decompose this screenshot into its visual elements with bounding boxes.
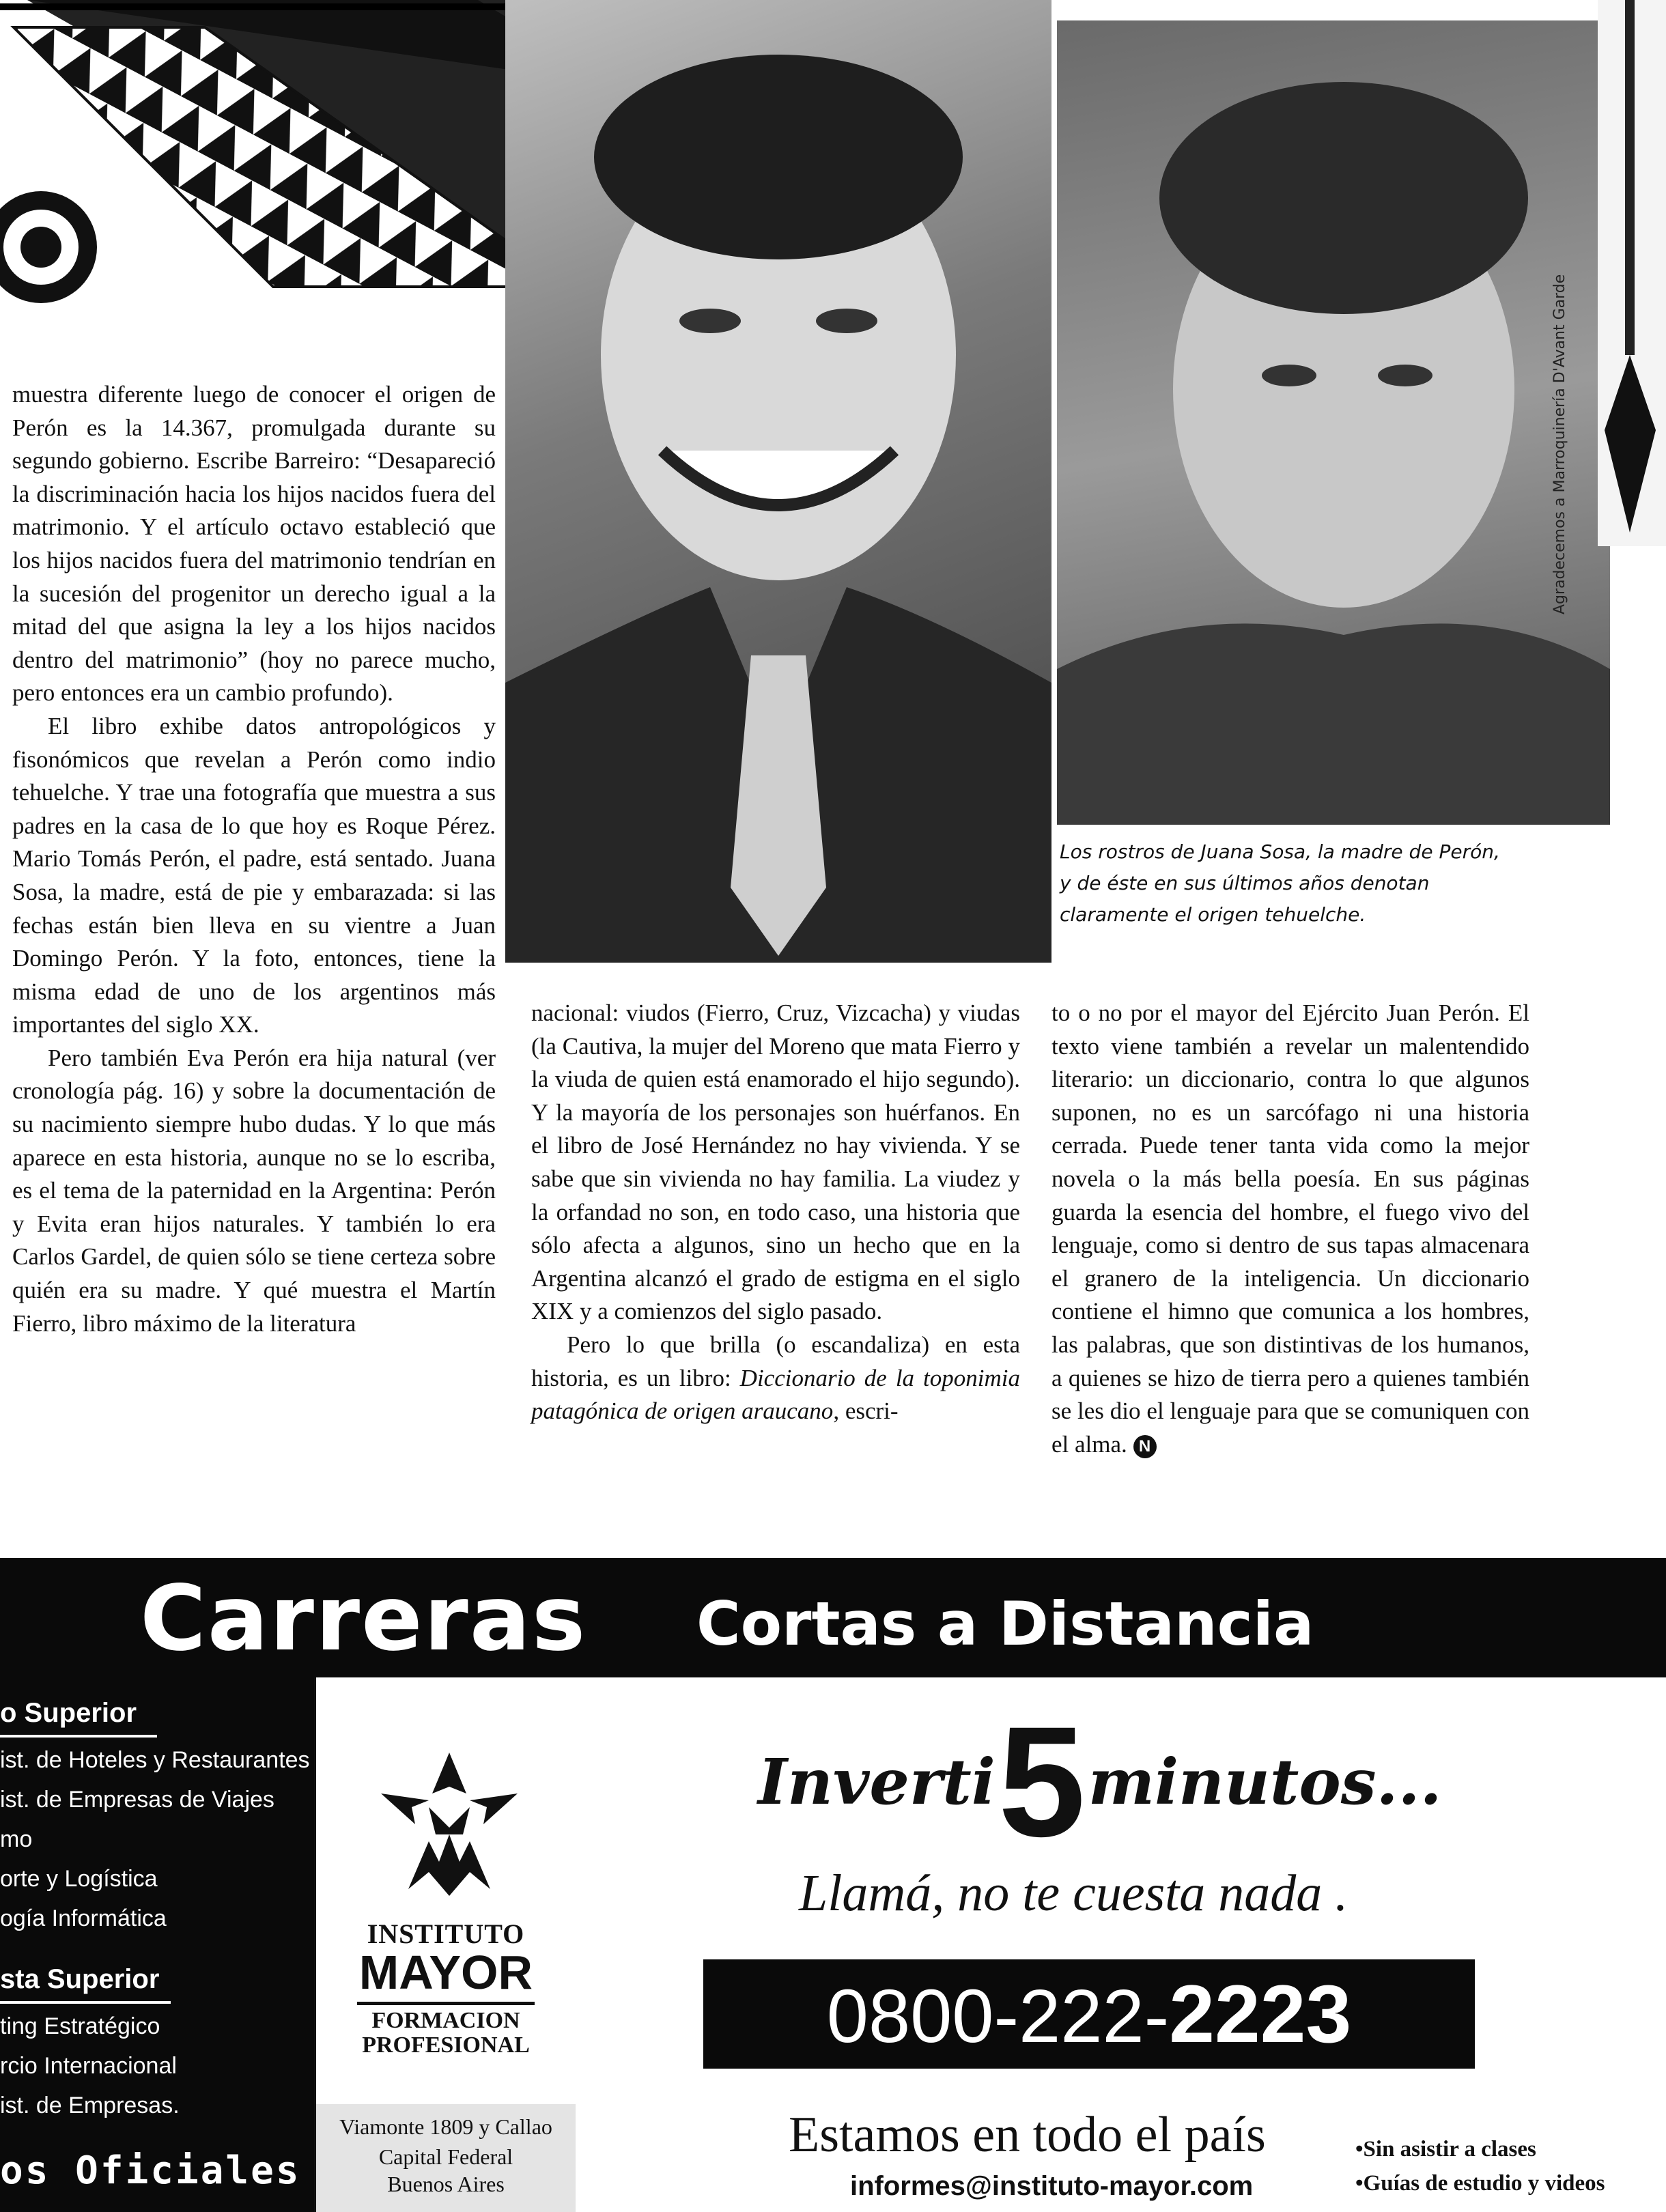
photo-juana-sosa <box>1057 20 1610 825</box>
address-line: Capital Federal <box>378 2144 513 2169</box>
invite-text: minutos... <box>1088 1745 1442 1819</box>
feature-bullet: •Sin asistir a clases <box>1355 2137 1536 2161</box>
phone-box[interactable] <box>703 1959 1475 2069</box>
course-item: ogía Informática <box>0 1905 167 1931</box>
article-column-1 <box>12 378 496 1340</box>
course-item: ting Estratégico <box>0 2013 160 2039</box>
ad-course-list <box>0 1677 314 2212</box>
portrait-illustration <box>505 0 1051 963</box>
logo-line-mayor: MAYOR <box>358 1946 533 1999</box>
photo-arrowhead <box>1598 0 1666 546</box>
invite-text: Inverti <box>758 1745 996 1819</box>
portrait-illustration-2 <box>1057 20 1610 825</box>
logo-line-formacion: FORMACION <box>371 2008 520 2033</box>
photo-credit: Agradecemos a Marroquinería D'Avant Garde <box>1551 274 1568 614</box>
course-item: mo <box>0 1826 33 1852</box>
photo-peron <box>505 0 1051 963</box>
ad-headline-big: Carreras <box>140 1566 587 1671</box>
paragraph: nacional: viudos (Fierro, Cruz, Vizcacha) y viudas (la Cautiva, la mujer del Moreno que mata Fierro y la viuda de quien está enamorado el hijo segundo). Y la mayoría de los personajes son huérfanos. En el libro de José Hernández no hay vivienda. Y se sabe que sin vivienda no hay familia. La viudez y la orfandad no son, en todo caso, una historia que sólo afecta a algunos, sino un hecho que en la Argentina alcanzó el grado de estigma en el siglo XIX y a comienzos del siglo pasado. <box>531 999 1020 1325</box>
course-item: ist. de Hoteles y Restaurantes <box>0 1747 310 1773</box>
nationwide-line: Estamos en todo el país <box>789 2107 1266 2163</box>
address-line: Viamonte 1809 y Callao <box>339 2114 552 2139</box>
book-title: Diccionario de la toponimia patagónica de origen araucano <box>531 1364 1020 1425</box>
ad-headline-small: Cortas a Distancia <box>696 1589 1314 1659</box>
course-section-title: sta Superior <box>0 1964 160 1994</box>
paragraph <box>531 1329 1020 1428</box>
course-item: rcio Internacional <box>0 2053 177 2079</box>
invite-line <box>758 1694 1442 1869</box>
target-icon <box>0 184 116 307</box>
invite-number: 5 <box>998 1694 1086 1869</box>
feature-bullet: •Guías de estudio y videos <box>1355 2171 1605 2196</box>
paragraph-text: Pero lo que brilla (o escandaliza) en esta historia, es un libro: <box>531 1331 1020 1391</box>
email-link[interactable]: informes@instituto-mayor.com <box>850 2171 1254 2201</box>
institute-logo-block <box>314 1677 576 2212</box>
paragraph: muestra diferente luego de conocer el origen de Perón es la 14.367, promulgada durante su segundo gobierno. Escribe Barreiro: “Desapareció la discriminación hacia los hijos nacidos fuera del matrimonio. Y el artículo octavo estableció que los hijos nacidos fuera del matrimonio tendrían en la sucesión del progenitor un derecho igual a la mitad del que asigna la ley a los hijos nacidos dentro del matrimonio” (hoy no parece mucho, pero entonces era un cambio profundo). <box>12 381 496 707</box>
article-column-2 <box>531 997 1020 1428</box>
divider <box>0 1735 157 1738</box>
address-line: Buenos Aires <box>387 2172 505 2196</box>
paragraph <box>1051 997 1529 1461</box>
photo-caption: Los rostros de Juana Sosa, la madre de Perón, y de éste en sus últimos años denotan claramente el origen tehuelche. <box>1060 840 1500 926</box>
course-item: orte y Logística <box>0 1866 158 1892</box>
course-item: ist. de Empresas. <box>0 2093 180 2118</box>
end-mark-icon: N <box>1133 1435 1157 1458</box>
call-line: Llamá, no te cuesta nada . <box>799 1864 1349 1922</box>
course-section-title: o Superior <box>0 1698 137 1728</box>
logo-line-profesional: PROFESIONAL <box>362 2032 530 2058</box>
logo-line-instituto: INSTITUTO <box>367 1918 525 1949</box>
article-column-3 <box>1051 997 1529 1461</box>
course-item: ist. de Empresas de Viajes <box>0 1787 274 1813</box>
paragraph-text: to o no por el mayor del Ejército Juan Perón. El texto viene también a revelar un malentendido literario: un diccionario, contra lo que algunos suponen, no es un sarcófago ni una historia cerrada. Puede tener tanta vida como la mejor novela o la más bella poesía. En sus páginas guarda la esencia del hombre, el fuego vivo del lenguaje, como si dentro de sus tapas almacenara el granero de la inteligencia. Un diccionario contiene el himno que comunica a los hombres, las palabras, que son distintivas de los humanos, a quienes se hizo de tierra pero a quienes también se les dio el lenguaje para que se comuniquen con el alma. <box>1051 999 1529 1458</box>
star-logo-icon <box>381 1753 518 1910</box>
phone-suffix: 2223 <box>1169 1968 1352 2060</box>
paragraph: Pero también Eva Perón era hija natural (ver cronología pág. 16) y sobre la documentación de su nacimiento siempre hubo dudas. Y lo que más aparece en esta historia, aunque no se lo escriba, es el tema de la paternidad en la Argentina: Perón y Evita eran hijos naturales. Y también lo era Carlos Gardel, de quien sólo se tiene certeza sobre quién era su madre. Y qué muestra el Martín Fierro, libro máximo de la literatura <box>12 1044 496 1337</box>
ad-banner <box>0 1558 1666 1677</box>
divider <box>0 2001 171 2004</box>
paragraph-text: , escri- <box>833 1398 899 1425</box>
ad-footer-label: os Oficiales <box>0 2149 301 2193</box>
paragraph: El libro exhibe datos antropológicos y fisonómicos que revelan a Perón como indio tehuelche. Y trae una fotografía que muestra a sus padres en la casa de lo que hoy es Roque Pérez. Mario Tomás Perón, el padre, está sentado. Juana Sosa, la madre, está de pie y embarazada: si las fechas están bien lleva en su vientre a Juan Domingo Perón. Y la foto, entonces, tiene la misma edad de uno de los argentinos más importantes del siglo XX. <box>12 712 496 1038</box>
logo-divider <box>357 2002 535 2005</box>
phone-prefix: 0800-222- <box>826 1974 1170 2058</box>
